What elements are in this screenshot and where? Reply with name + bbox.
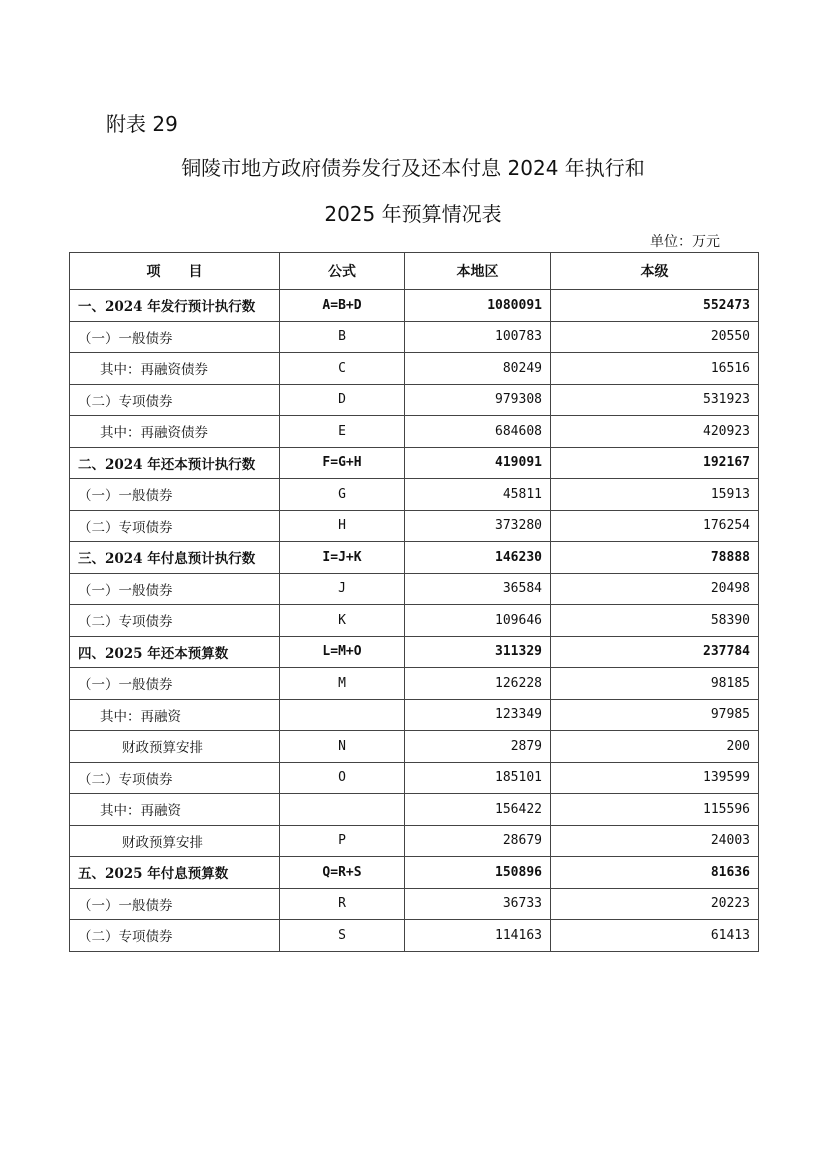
- row-item: （二）专项债券: [70, 605, 280, 637]
- row-formula: K: [280, 605, 405, 637]
- row-level: 237784: [551, 636, 759, 668]
- row-item: （一）一般债券: [70, 888, 280, 920]
- row-item: （一）一般债券: [70, 321, 280, 353]
- row-level: 97985: [551, 699, 759, 731]
- row-formula: H: [280, 510, 405, 542]
- row-level: 192167: [551, 447, 759, 479]
- row-local: 373280: [405, 510, 551, 542]
- row-item: 其中：再融资债券: [70, 353, 280, 385]
- table-row: [70, 447, 759, 479]
- row-local: 28679: [405, 825, 551, 857]
- row-formula: A=B+D: [280, 290, 405, 322]
- row-item: 其中：再融资: [70, 794, 280, 826]
- row-formula: F=G+H: [280, 447, 405, 479]
- row-level: 139599: [551, 762, 759, 794]
- table-row: [70, 794, 759, 826]
- table-row: [70, 573, 759, 605]
- row-level: 24003: [551, 825, 759, 857]
- table-row: [70, 920, 759, 952]
- row-formula: P: [280, 825, 405, 857]
- page-title-line1: 铜陵市地方政府债券发行及还本付息 2024 年执行和: [181, 156, 645, 180]
- row-level: 15913: [551, 479, 759, 511]
- row-local: 100783: [405, 321, 551, 353]
- row-item: （二）专项债券: [70, 762, 280, 794]
- table-header-row: [70, 253, 759, 290]
- appendix-label: 附表 29: [106, 112, 178, 136]
- table-row: [70, 857, 759, 889]
- row-formula: Q=R+S: [280, 857, 405, 889]
- row-level: 98185: [551, 668, 759, 700]
- table-row: [70, 762, 759, 794]
- row-formula: J: [280, 573, 405, 605]
- header-level: 本级: [551, 253, 759, 290]
- row-local: 109646: [405, 605, 551, 637]
- row-formula: [280, 794, 405, 826]
- row-local: 36733: [405, 888, 551, 920]
- row-local: 146230: [405, 542, 551, 574]
- row-item: 其中：再融资: [70, 699, 280, 731]
- table-row: [70, 416, 759, 448]
- row-formula: E: [280, 416, 405, 448]
- row-local: 123349: [405, 699, 551, 731]
- row-local: 684608: [405, 416, 551, 448]
- row-local: 156422: [405, 794, 551, 826]
- row-level: 20498: [551, 573, 759, 605]
- row-local: 979308: [405, 384, 551, 416]
- row-item: （一）一般债券: [70, 479, 280, 511]
- row-item: 财政预算安排: [70, 731, 280, 763]
- table-row: [70, 542, 759, 574]
- row-formula: G: [280, 479, 405, 511]
- header-item: 项 目: [70, 253, 280, 290]
- table-row: [70, 321, 759, 353]
- row-formula: M: [280, 668, 405, 700]
- table-row: [70, 825, 759, 857]
- unit-label: 单位：万元: [650, 234, 720, 250]
- row-local: 419091: [405, 447, 551, 479]
- row-item: 财政预算安排: [70, 825, 280, 857]
- table-row: [70, 479, 759, 511]
- table-row: [70, 731, 759, 763]
- row-level: 20223: [551, 888, 759, 920]
- row-item: 三、2024 年付息预计执行数: [70, 542, 280, 574]
- row-item: （一）一般债券: [70, 573, 280, 605]
- table-row: [70, 636, 759, 668]
- row-item: （二）专项债券: [70, 510, 280, 542]
- row-item: 四、2025 年还本预算数: [70, 636, 280, 668]
- table-row: [70, 384, 759, 416]
- row-formula: [280, 699, 405, 731]
- row-item: 二、2024 年还本预计执行数: [70, 447, 280, 479]
- row-level: 81636: [551, 857, 759, 889]
- row-local: 311329: [405, 636, 551, 668]
- table-row: [70, 290, 759, 322]
- row-level: 61413: [551, 920, 759, 952]
- row-formula: B: [280, 321, 405, 353]
- row-item: 一、2024 年发行预计执行数: [70, 290, 280, 322]
- row-item: （一）一般债券: [70, 668, 280, 700]
- row-formula: S: [280, 920, 405, 952]
- row-formula: L=M+O: [280, 636, 405, 668]
- row-local: 80249: [405, 353, 551, 385]
- row-local: 36584: [405, 573, 551, 605]
- row-local: 126228: [405, 668, 551, 700]
- row-formula: O: [280, 762, 405, 794]
- row-local: 45811: [405, 479, 551, 511]
- row-local: 2879: [405, 731, 551, 763]
- row-level: 531923: [551, 384, 759, 416]
- row-item: 其中：再融资债券: [70, 416, 280, 448]
- table-row: [70, 353, 759, 385]
- row-level: 58390: [551, 605, 759, 637]
- table-row: [70, 510, 759, 542]
- table-row: [70, 668, 759, 700]
- table-row: [70, 699, 759, 731]
- row-local: 150896: [405, 857, 551, 889]
- row-formula: R: [280, 888, 405, 920]
- row-formula: I=J+K: [280, 542, 405, 574]
- row-formula: D: [280, 384, 405, 416]
- table-row: [70, 605, 759, 637]
- row-formula: C: [280, 353, 405, 385]
- page-title-line2: 2025 年预算情况表: [324, 202, 502, 226]
- row-local: 185101: [405, 762, 551, 794]
- row-local: 114163: [405, 920, 551, 952]
- row-local: 1080091: [405, 290, 551, 322]
- row-level: 16516: [551, 353, 759, 385]
- row-level: 552473: [551, 290, 759, 322]
- row-level: 78888: [551, 542, 759, 574]
- header-formula: 公式: [280, 253, 405, 290]
- row-level: 200: [551, 731, 759, 763]
- row-formula: N: [280, 731, 405, 763]
- header-local: 本地区: [405, 253, 551, 290]
- row-item: （二）专项债券: [70, 920, 280, 952]
- row-level: 420923: [551, 416, 759, 448]
- table-row: [70, 888, 759, 920]
- row-level: 115596: [551, 794, 759, 826]
- row-level: 20550: [551, 321, 759, 353]
- row-level: 176254: [551, 510, 759, 542]
- row-item: （二）专项债券: [70, 384, 280, 416]
- row-item: 五、2025 年付息预算数: [70, 857, 280, 889]
- debt-table: [69, 252, 759, 952]
